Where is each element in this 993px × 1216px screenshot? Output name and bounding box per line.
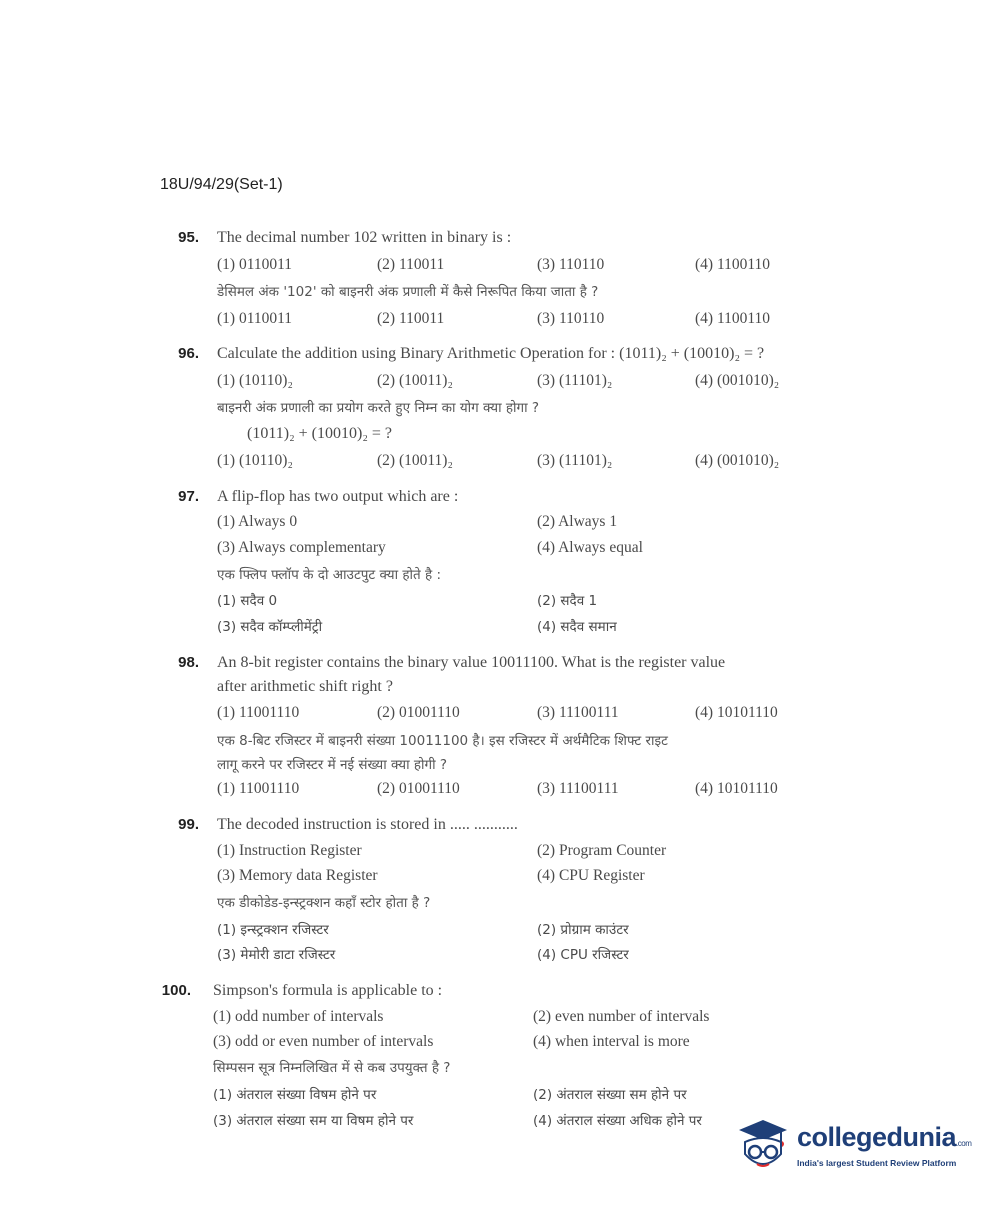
option-4-hindi: (4) (001010)₂ [695,452,780,469]
question-number: 95. [178,229,199,246]
question-number: 99. [178,816,199,833]
logo-wordmark: collegedunia.com [797,1122,972,1152]
option-3-hindi: (3) मेमोरी डाटा रजिस्टर [217,947,336,963]
option-3-hindi: (3) सदैव कॉम्प्लीमेंट्री [217,619,323,635]
question-text-hindi: सिम्पसन सूत्र निम्नलिखित में से कब उपयुक्त है ? [213,1060,451,1076]
option-4-hindi: (4) सदैव समान [537,619,617,635]
option-2-hindi: (2) प्रोग्राम काउंटर [537,922,629,938]
question-text-hindi-cont: लागू करने पर रजिस्टर में नई संख्या क्या होगी ? [217,757,448,773]
option-3-hindi: (3) (11101)₂ [537,452,613,469]
option-1: (1) Instruction Register [217,842,362,859]
graduate-face-icon [733,1112,795,1178]
option-4: (4) when interval is more [533,1033,690,1050]
option-2-hindi: (2) सदैव 1 [537,593,598,609]
option-2-hindi: (2) 01001110 [377,780,460,797]
option-4-hindi: (4) 1100110 [695,310,771,327]
option-4: (4) 1100110 [695,256,771,273]
question-text: The decoded instruction is stored in ..... ........... [217,816,518,833]
option-1: (1) 0110011 [217,256,293,273]
option-3-hindi: (3) अंतराल संख्या सम या विषम होने पर [213,1113,414,1129]
logo-tagline: India's largest Student Review Platform [797,1158,957,1168]
collegedunia-logo [733,1112,972,1178]
paper-code: 18U/94/29(Set-1) [160,176,283,193]
option-1-hindi: (1) 11001110 [217,780,300,797]
option-1: (1) odd number of intervals [213,1008,384,1025]
option-4-hindi: (4) CPU रजिस्टर [537,947,629,963]
option-3: (3) Always complementary [217,539,386,556]
option-4: (4) CPU Register [537,867,645,884]
option-3: (3) Memory data Register [217,867,378,884]
question-number: 96. [178,345,199,362]
option-3-hindi: (3) 110110 [537,310,605,327]
question-text: Simpson's formula is applicable to : [213,982,443,999]
question-text: An 8-bit register contains the binary value 10011100. What is the register value [217,654,726,671]
option-4: (4) Always equal [537,539,643,556]
option-1: (1) (10110)₂ [217,372,293,389]
question-text: Calculate the addition using Binary Arithmetic Operation for : (1011)₂ + (10010)₂ = ? [217,345,765,362]
question-text-hindi: एक फ्लिप फ्लॉप के दो आउटपुट क्या होते है : [217,567,442,583]
option-2: (2) 01001110 [377,704,460,721]
option-3: (3) 11100111 [537,704,619,721]
option-2: (2) 110011 [377,256,445,273]
option-4: (4) (001010)₂ [695,372,780,389]
question-text-hindi: एक 8-बिट रजिस्टर में बाइनरी संख्या 10011100 है। इस रजिस्टर में अर्थमैटिक शिफ्ट राइट [217,733,668,749]
question-number: 98. [178,654,199,671]
question-number: 97. [178,488,199,505]
option-2: (2) even number of intervals [533,1008,710,1025]
option-4-hindi: (4) अंतराल संख्या अधिक होने पर [533,1113,702,1129]
option-3: (3) 110110 [537,256,605,273]
option-2-hindi: (2) (10011)₂ [377,452,453,469]
option-1-hindi: (1) (10110)₂ [217,452,293,469]
option-1: (1) 11001110 [217,704,300,721]
option-4: (4) 10101110 [695,704,778,721]
option-2: (2) Program Counter [537,842,667,859]
option-2: (2) (10011)₂ [377,372,453,389]
option-3: (3) odd or even number of intervals [213,1033,434,1050]
question-text-cont: after arithmetic shift right ? [217,678,393,695]
question-expression: (1011)₂ + (10010)₂ = ? [247,425,393,442]
option-1-hindi: (1) अंतराल संख्या विषम होने पर [213,1087,377,1103]
option-1-hindi: (1) 0110011 [217,310,293,327]
option-2-hindi: (2) 110011 [377,310,445,327]
question-text-hindi: एक डीकोडेड-इन्स्ट्रक्शन कहाँ स्टोर होता है ? [217,895,431,911]
option-1-hindi: (1) इन्स्ट्रक्शन रजिस्टर [217,922,329,938]
option-3-hindi: (3) 11100111 [537,780,619,797]
question-text-hindi: बाइनरी अंक प्रणाली का प्रयोग करते हुए निम्न का योग क्या होगा ? [217,400,540,416]
option-2-hindi: (2) अंतराल संख्या सम होने पर [533,1087,687,1103]
option-1-hindi: (1) सदैव 0 [217,593,278,609]
option-2: (2) Always 1 [537,513,618,530]
question-number: 100. [161,982,191,999]
question-text: A flip-flop has two output which are : [217,488,459,505]
question-text: The decimal number 102 written in binary is : [217,229,512,246]
question-text-hindi: डेसिमल अंक '102' को बाइनरी अंक प्रणाली में कैसे निरूपित किया जाता है ? [217,284,599,300]
option-4-hindi: (4) 10101110 [695,780,778,797]
option-1: (1) Always 0 [217,513,298,530]
option-3: (3) (11101)₂ [537,372,613,389]
